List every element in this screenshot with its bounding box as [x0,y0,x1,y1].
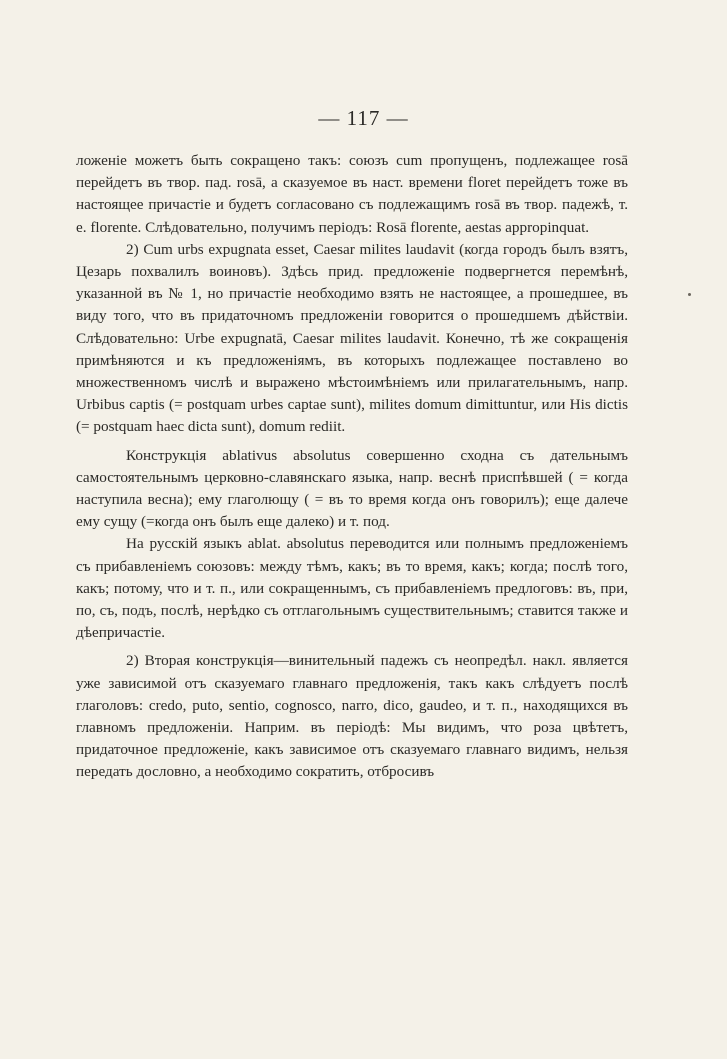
paragraph-1: ложеніе можетъ быть сокращено такъ: союзъ cum пропущенъ, подлежащее rosā перейдетъ въ твор. пад. rosā, а сказуемое въ наст. времени floret перейдетъ тоже въ настоящее причастіе и будетъ согласовано съ подлежащимъ rosā въ твор. падежѣ, т. е. florente. Слѣдовательно, получимъ періодъ: Rosā florente, aestas appropinquat. [76,152,628,236]
paragraph-5: 2) Вторая конструкція—винительный падежъ съ неопредѣл. накл. является уже зависимой отъ сказуемаго главнаго предложенія, такъ какъ слѣдуетъ послѣ глаголовъ: credo, puto, sentio, cognosco, narro, dico, gaudeo, и т. п., находящихся въ главномъ предложеніи. Наприм. въ періодѣ: Мы видимъ, что роза цвѣтетъ, придаточное предложеніе, какъ зависимое отъ сказуемаго главнаго видимъ, нельзя передать дословно, а необходимо сократить, отбросивъ [76,652,628,781]
page-number: — 117 — [318,106,409,130]
body-text [76,150,628,784]
paragraph-4: На русскій языкъ ablat. absolutus переводится или полнымъ предложеніемъ съ прибавленіемъ союзовъ: между тѣмъ, какъ; въ то время, какъ; когда; послѣ того, какъ; потому, что и т. п., или сокращеннымъ, съ прибавленіемъ предлоговъ: въ, при, по, съ, подъ, послѣ, нерѣдко съ отглагольнымъ существительнымъ; ставится также и дѣепричастіе. [76,535,628,642]
paper-speck [688,293,691,296]
paragraph-2: 2) Cum urbs expugnata esset, Caesar milites laudavit (когда городъ былъ взятъ, Цезарь похвалилъ воиновъ). Здѣсь прид. предложеніе подвергнется перемѣнѣ, указанной въ № 1, но причастіе необходимо взять не настоящее, а прошедшее, въ виду того, что въ придаточномъ предложеніи говорится о прошедшемъ дѣйствіи. Слѣдовательно: Urbe expugnatā, Caesar milites laudavit. Конечно, тѣ же сокращенія примѣняются и къ предложеніямъ, въ которыхъ подлежащее поставлено во множественномъ числѣ и выражено мѣстоимѣніемъ или прилагательнымъ, напр. Urbibus captis (= postquam urbes captae sunt), milites domum dimittuntur, или His dictis (= postquam haec dicta sunt), domum rediit. [76,240,628,436]
paragraph-3: Конструкція ablativus absolutus совершенно сходна съ дательнымъ самостоятельнымъ церковно-славянскаго языка, напр. веснѣ приспѣвшей ( = когда наступила весна); ему глаголющу ( = въ то время когда онъ говорилъ); еще далече ему сущу (=когда онъ былъ еще далеко) и т. под. [76,446,628,531]
